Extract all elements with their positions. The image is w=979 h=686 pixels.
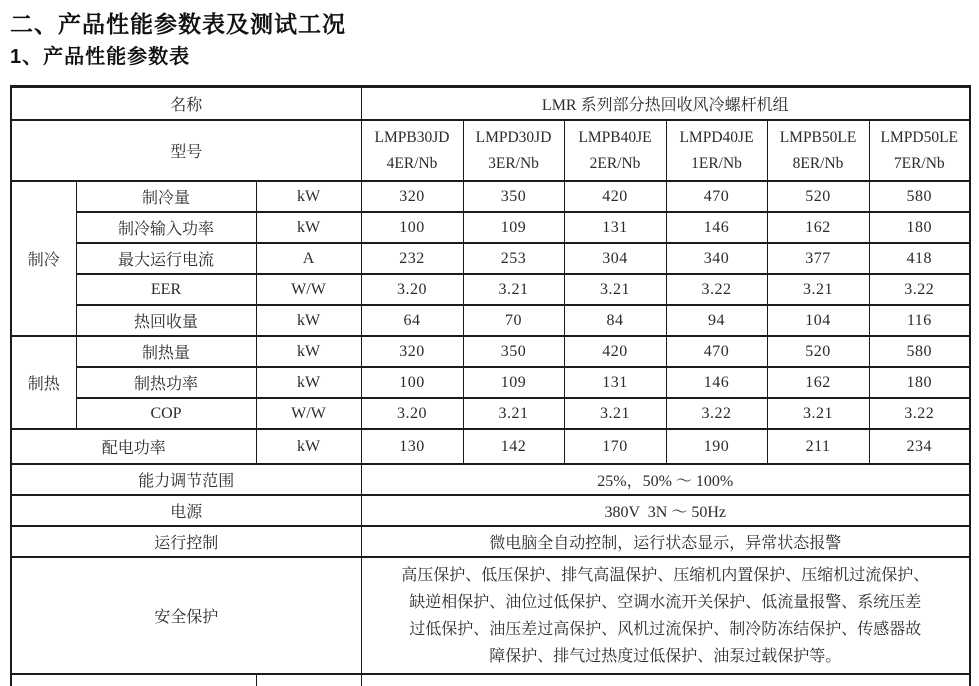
row-cop	[11, 398, 970, 429]
row-power-supply	[11, 495, 970, 526]
value-cell: 131	[564, 212, 666, 243]
value-cell: 131	[564, 367, 666, 398]
value-cell: 3.21	[463, 274, 564, 305]
param-name-cell: 制冷输入功率	[76, 212, 256, 243]
spec-table	[10, 85, 971, 686]
page-title: 二、产品性能参数表及测试工况	[10, 11, 346, 37]
value-cell: 3.21	[767, 398, 869, 429]
value-cell: 232	[361, 243, 463, 274]
value-cell: 320	[361, 336, 463, 367]
param-name-cell	[11, 674, 256, 686]
value-cell: 3.21	[564, 398, 666, 429]
param-name-cell: 制冷量	[76, 181, 256, 212]
unit-cell: kW	[256, 429, 361, 464]
value-cell: 350	[463, 336, 564, 367]
value-cell	[361, 674, 970, 686]
safety-line: 障保护、排气过热度过低保护、油泵过载保护等。	[489, 647, 842, 665]
param-name-cell: EER	[76, 274, 256, 305]
unit-cell: A	[256, 243, 361, 274]
value-cell: 100	[361, 367, 463, 398]
value-cell: 64	[361, 305, 463, 336]
value-cell: 142	[463, 429, 564, 464]
unit-cell: kW	[256, 305, 361, 336]
value-cell: 211	[767, 429, 869, 464]
value-cell: 3.22	[666, 274, 767, 305]
model-name: LMPB30JD	[374, 128, 450, 146]
model-label-cell: 型号	[11, 120, 361, 181]
value-cell: 94	[666, 305, 767, 336]
model-cell	[463, 120, 564, 181]
model-name: LMPD40JE	[679, 128, 754, 146]
row-cooling-input-power	[11, 212, 970, 243]
row-max-current	[11, 243, 970, 274]
unit-cell: kW	[256, 336, 361, 367]
row-safety-protection	[11, 557, 970, 674]
model-cell	[361, 120, 463, 181]
param-name-cell: 配电功率	[11, 429, 256, 464]
unit-cell: kW	[256, 367, 361, 398]
page-subtitle: 1、产品性能参数表	[10, 46, 191, 68]
model-suffix: 3ER/Nb	[488, 154, 539, 172]
value-cell: 146	[666, 212, 767, 243]
value-cell: 162	[767, 212, 869, 243]
model-suffix: 4ER/Nb	[386, 154, 438, 172]
row-name	[11, 87, 970, 121]
model-name: LMPD30JD	[475, 128, 552, 146]
unit-cell	[256, 674, 361, 686]
value-cell: 25%，50% ～ 100%	[361, 464, 970, 495]
value-cell: 3.20	[361, 398, 463, 429]
value-cell: 520	[767, 181, 869, 212]
row-cooling-capacity	[11, 181, 970, 212]
value-cell: 3.22	[666, 398, 767, 429]
row-eer	[11, 274, 970, 305]
name-label-cell: 名称	[11, 87, 361, 121]
model-suffix: 8ER/Nb	[792, 154, 844, 172]
value-cell: 304	[564, 243, 666, 274]
param-name-cell: 制热功率	[76, 367, 256, 398]
value-cell: 470	[666, 181, 767, 212]
model-cell	[767, 120, 869, 181]
value-cell: 109	[463, 367, 564, 398]
value-cell: 104	[767, 305, 869, 336]
value-cell: 70	[463, 305, 564, 336]
value-cell: 190	[666, 429, 767, 464]
safety-line: 缺逆相保护、油位过低保护、空调水流开关保护、低流量报警、系统压差	[409, 593, 922, 611]
param-name-cell: 安全保护	[11, 557, 361, 674]
model-cell	[869, 120, 970, 181]
value-cell: 116	[869, 305, 970, 336]
param-name-cell: 最大运行电流	[76, 243, 256, 274]
row-power-distribution	[11, 429, 970, 464]
value-cell: 520	[767, 336, 869, 367]
model-suffix: 7ER/Nb	[893, 154, 945, 172]
value-cell: 234	[869, 429, 970, 464]
param-name-cell: 电源	[11, 495, 361, 526]
value-cell: 微电脑全自动控制，运行状态显示，异常状态报警	[361, 526, 970, 557]
unit-cell: kW	[256, 212, 361, 243]
value-cell: 146	[666, 367, 767, 398]
model-name: LMPB50LE	[779, 128, 857, 146]
value-cell: 340	[666, 243, 767, 274]
value-cell: 84	[564, 305, 666, 336]
value-cell: 3.21	[564, 274, 666, 305]
model-suffix: 2ER/Nb	[589, 154, 641, 172]
model-cell	[666, 120, 767, 181]
value-cell: 3.21	[767, 274, 869, 305]
value-cell: 420	[564, 181, 666, 212]
param-name-cell: 运行控制	[11, 526, 361, 557]
value-cell: 420	[564, 336, 666, 367]
unit-cell: kW	[256, 181, 361, 212]
value-cell: 170	[564, 429, 666, 464]
value-cell: 253	[463, 243, 564, 274]
value-cell: 3.22	[869, 398, 970, 429]
unit-cell: W/W	[256, 398, 361, 429]
param-name-cell: 制热量	[76, 336, 256, 367]
value-cell: 180	[869, 367, 970, 398]
value-cell: 350	[463, 181, 564, 212]
safety-line: 过低保护、油压差过高保护、风机过流保护、制冷防冻结保护、传感器故	[409, 620, 922, 638]
value-cell: 377	[767, 243, 869, 274]
value-cell: 320	[361, 181, 463, 212]
row-heating-capacity	[11, 336, 970, 367]
value-cell: 130	[361, 429, 463, 464]
param-name-cell: 热回收量	[76, 305, 256, 336]
unit-cell: W/W	[256, 274, 361, 305]
group-cooling-cell: 制冷	[11, 181, 76, 336]
param-name-cell: COP	[76, 398, 256, 429]
value-cell: 100	[361, 212, 463, 243]
value-cell: 418	[869, 243, 970, 274]
value-cell: 580	[869, 336, 970, 367]
value-cell: 3.20	[361, 274, 463, 305]
value-cell: 109	[463, 212, 564, 243]
model-suffix: 1ER/Nb	[691, 154, 742, 172]
model-cell	[564, 120, 666, 181]
value-cell: 580	[869, 181, 970, 212]
row-capacity-range	[11, 464, 970, 495]
group-heating-cell: 制热	[11, 336, 76, 429]
row-heating-power	[11, 367, 970, 398]
name-value-cell: LMR 系列部分热回收风冷螺杆机组	[361, 87, 970, 121]
value-cell: 162	[767, 367, 869, 398]
value-cell: 470	[666, 336, 767, 367]
model-name: LMPD50LE	[880, 128, 959, 146]
safety-value-cell	[361, 557, 970, 674]
row-model	[11, 120, 970, 181]
value-cell: 180	[869, 212, 970, 243]
row-heat-recovery	[11, 305, 970, 336]
safety-line: 高压保护、低压保护、排气高温保护、压缩机内置保护、压缩机过流保护、	[401, 566, 930, 584]
row-operation-control	[11, 526, 970, 557]
value-cell: 3.21	[463, 398, 564, 429]
value-cell: 3.22	[869, 274, 970, 305]
row-partial-clipped	[11, 674, 970, 686]
model-name: LMPB40JE	[578, 128, 652, 146]
value-cell: 380V 3N ～ 50Hz	[361, 495, 970, 526]
param-name-cell: 能力调节范围	[11, 464, 361, 495]
